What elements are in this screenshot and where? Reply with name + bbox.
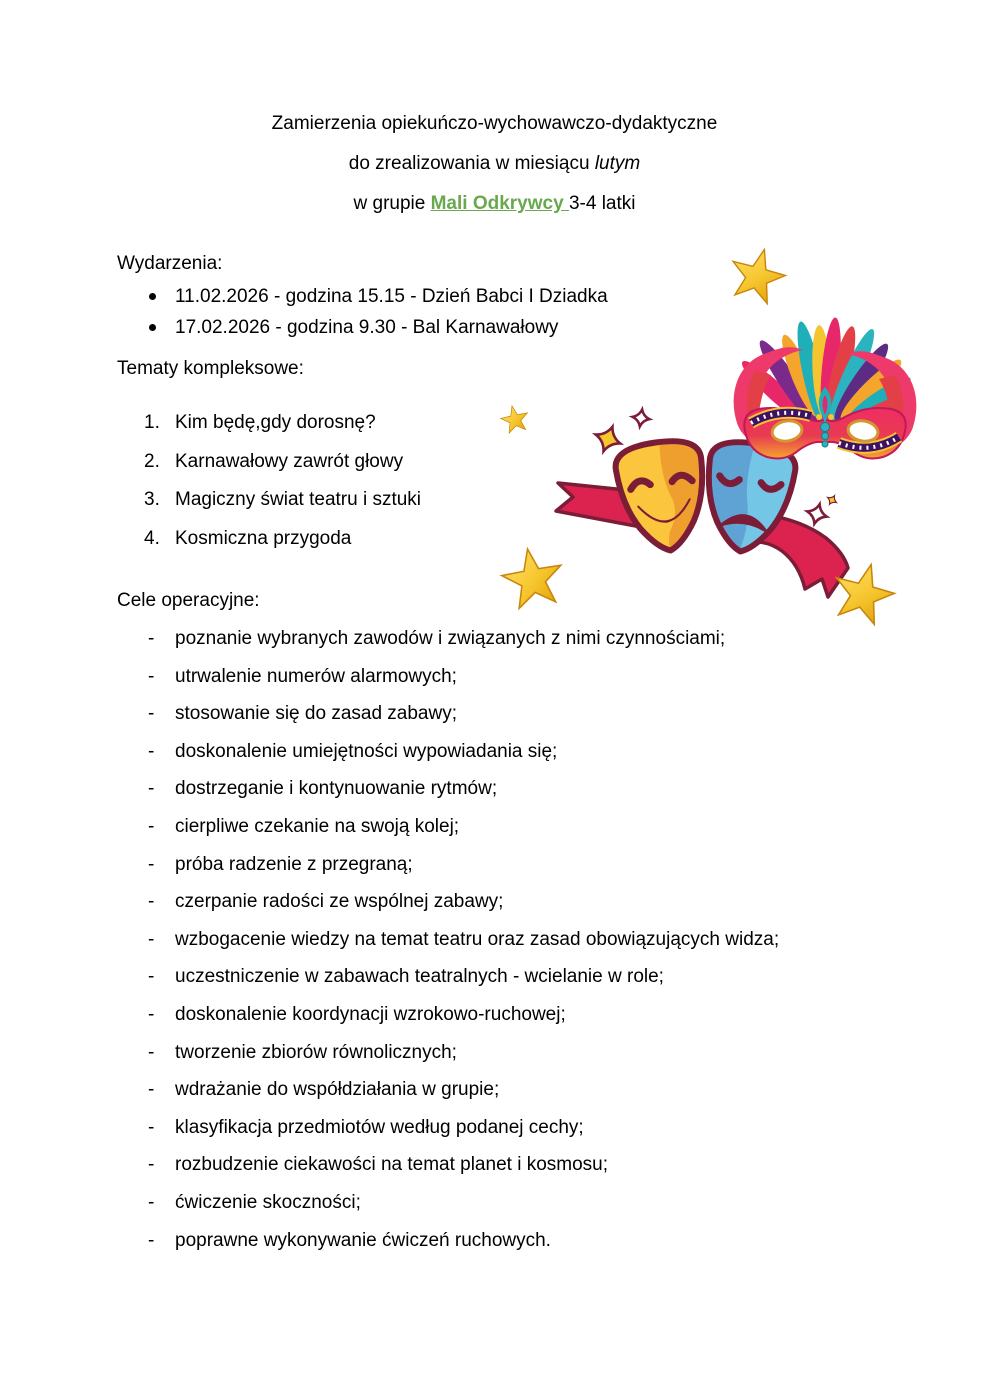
- title-text-3: w grupie: [353, 193, 431, 214]
- list-item: - doskonalenie umiejętności wypowiadania się;: [117, 733, 872, 771]
- title-line-3: [117, 184, 872, 224]
- title-text-1: Zamierzenia opiekuńczo-wychowawczo-dydaktyczne: [271, 113, 718, 134]
- list-item: Kim będę,gdy dorosnę?: [175, 412, 376, 433]
- title-line-1: [117, 104, 872, 144]
- goals-heading: Cele operacyjne:: [117, 590, 260, 611]
- list-item: - rozbudzenie ciekawości na temat planet i kosmosu;: [117, 1146, 872, 1184]
- list-item: - doskonalenie koordynacji wzrokowo-ruchowej;: [117, 996, 872, 1034]
- list-item: - utrwalenie numerów alarmowych;: [117, 658, 872, 696]
- list-item: - poznanie wybranych zawodów i związanych z nimi czynnościami;: [117, 620, 872, 658]
- list-item: - tworzenie zbiorów równolicznych;: [117, 1034, 872, 1072]
- list-item: - cierpliwe czekanie na swoją kolej;: [117, 808, 872, 846]
- list-item: - wdrażanie do współdziałania w grupie;: [117, 1071, 872, 1109]
- list-item: - dostrzeganie i kontynuowanie rytmów;: [117, 770, 872, 808]
- page-title: [117, 104, 872, 224]
- list-item: - uczestniczenie w zabawach teatralnych - wcielanie w role;: [117, 958, 872, 996]
- list-item: 11.02.2026 - godzina 15.15 - Dzień Babci I Dziadka: [117, 281, 872, 312]
- comedy-mask-icon: [613, 434, 717, 559]
- list-item: Kosmiczna przygoda: [175, 527, 352, 549]
- list-item: Karnawałowy zawrót głowy: [175, 450, 404, 472]
- list-item: - poprawne wykonywanie ćwiczeń ruchowych.: [117, 1222, 872, 1260]
- group-name-link[interactable]: Mali Odkrywcy: [430, 193, 569, 214]
- events-heading: Wydarzenia:: [117, 253, 223, 274]
- list-item: - stosowanie się do zasad zabawy;: [117, 695, 872, 733]
- list-item: - wzbogacenie wiedzy na temat teatru oraz zasad obowiązujących widza;: [117, 921, 872, 959]
- month-name: lutym: [594, 153, 641, 174]
- goals-list: [117, 620, 872, 1259]
- title-line-2: [117, 144, 872, 184]
- themes-heading: Tematy kompleksowe:: [117, 358, 304, 379]
- list-item: - próba radzenie z przegraną;: [117, 846, 872, 884]
- list-item: - ćwiczenie skoczności;: [117, 1184, 872, 1222]
- list-item: - czerpanie radości ze wspólnej zabawy;: [117, 883, 872, 921]
- carnival-illustration: [480, 238, 950, 638]
- title-text-2: do zrealizowania w miesiącu: [348, 153, 595, 174]
- list-item: Magiczny świat teatru i sztuki: [175, 489, 422, 510]
- list-item: 17.02.2026 - godzina 9.30 - Bal Karnawałowy: [117, 312, 872, 343]
- list-item: - klasyfikacja przedmiotów według podanej cechy;: [117, 1109, 872, 1147]
- age-text: 3-4 latki: [568, 193, 636, 214]
- carnival-feather-mask-icon: [734, 317, 919, 459]
